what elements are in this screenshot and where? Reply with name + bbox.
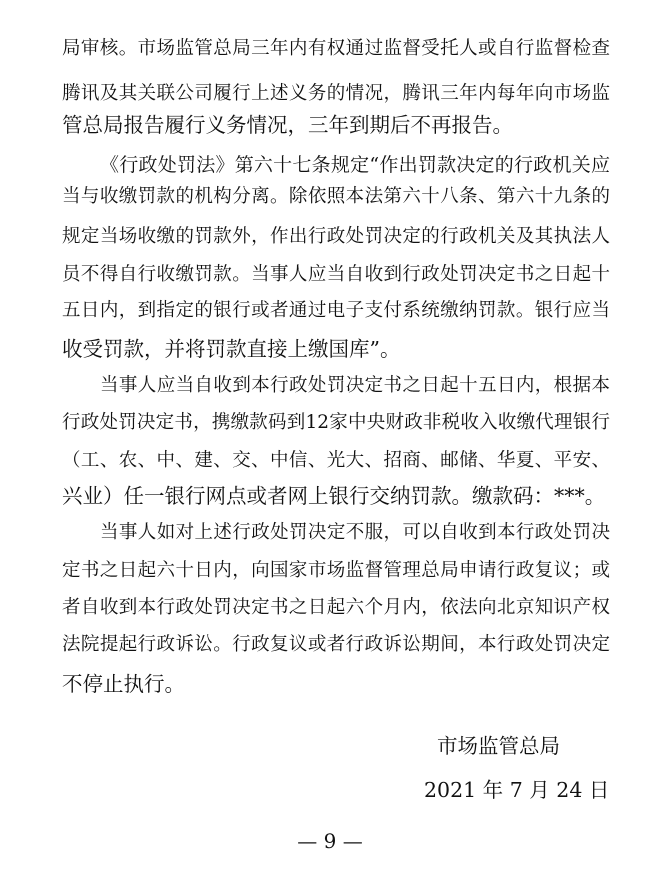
paragraph-line: 当事人如对上述行政处罚决定不服，可以自收到本行政处罚决: [100, 522, 610, 543]
paragraph-line: 五日内，到指定的银行或者通过电子支付系统缴纳罚款。银行应当: [62, 300, 610, 321]
paragraph-line: 当与收缴罚款的机构分离。除依照本法第六十八条、第六十九条的: [62, 186, 610, 207]
paragraph-line: 腾讯及其关联公司履行上述义务的情况，腾讯三年内每年向市场监: [62, 83, 610, 104]
paragraph-line: 管总局报告履行义务情况，三年到期后不再报告。: [62, 113, 513, 137]
paragraph-line: 兴业）任一银行网点或者网上银行交纳罚款。缴款码：***。: [62, 484, 606, 508]
signature-organization: 市场监管总局: [437, 734, 560, 758]
paragraph-line: 局审核。市场监管总局三年内有权通过监督受托人或自行监督检查: [62, 38, 610, 59]
paragraph-line: 者自收到本行政处罚决定书之日起六个月内，依法向北京知识产权: [62, 597, 610, 618]
signature-date: 2021 年 7 月 24 日: [424, 778, 610, 802]
paragraph-line: 员不得自行收缴罚款。当事人应当自收到行政处罚决定书之日起十: [62, 264, 610, 285]
page-number: — 9 —: [297, 829, 363, 853]
paragraph-line: 行政处罚决定书，携缴款码到12家中央财政非税收入收缴代理银行: [62, 412, 610, 433]
paragraph-line: 收受罚款，并将罚款直接上缴国库”。: [62, 337, 401, 361]
paragraph-line: （工、农、中、建、交、中信、光大、招商、邮储、华夏、平安、: [62, 450, 610, 471]
paragraph-line: 规定当场收缴的罚款外，作出行政处罚决定的行政机关及其执法人: [62, 226, 610, 247]
paragraph-line: 《行政处罚法》第六十七条规定“作出罚款决定的行政机关应: [100, 154, 610, 176]
paragraph-line: 当事人应当自收到本行政处罚决定书之日起十五日内，根据本: [100, 375, 610, 396]
paragraph-line: 法院提起行政诉讼。行政复议或者行政诉讼期间，本行政处罚决定: [62, 634, 610, 655]
paragraph-line: 不停止执行。: [62, 672, 185, 696]
paragraph-line: 定书之日起六十日内，向国家市场监督管理总局申请行政复议；或: [62, 560, 610, 581]
